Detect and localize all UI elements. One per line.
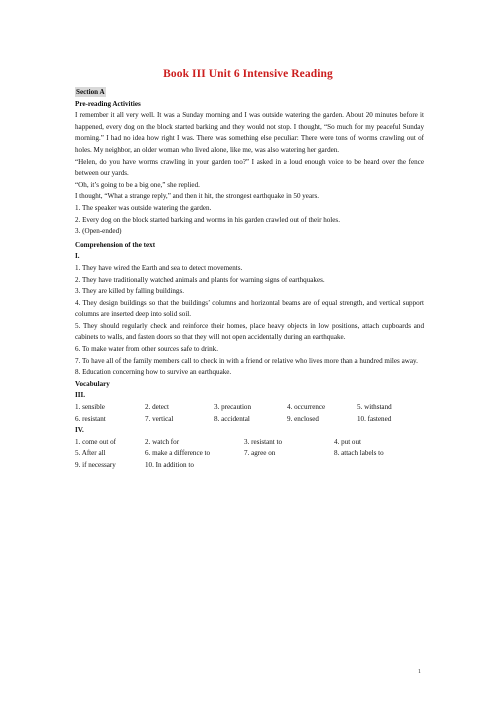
vocab-answer: 6. resistant: [75, 414, 106, 423]
comprehension-heading: Comprehension of the text: [75, 240, 156, 249]
comprehension-part-label: I.: [75, 252, 80, 261]
vocab-answer: 3. resistant to: [244, 437, 283, 446]
pre-reading-heading: Pre-reading Activities: [75, 99, 141, 108]
vocab-answer: 7. agree on: [244, 449, 276, 458]
pre-reading-paragraph: I remember it all very well. It was a Sunday morning and I was outside watering the garden. About 20 minutes before it happened, every dog on the block started barking and they would not stop. I thought, “So much for my peaceful Sunday morning.” I had no idea how right I was. There was something else peculiar: There were tons of worms crawling out of holes. My neighbor, an older woman who lived alone, like me, was also watering her garden.: [75, 111, 424, 154]
pre-reading-answer: 3. (Open-ended): [75, 227, 122, 236]
comprehension-item: 4. They design buildings so that the buildings’ columns and horizontal beams are of equal strength, and vertical support columns are inserted deep into solid soil.: [75, 298, 424, 319]
vocab-answer: 4. put out: [334, 437, 361, 446]
vocab-answer: 10. In addition to: [145, 461, 194, 469]
vocab-answer: 6. make a difference to: [145, 449, 211, 458]
comprehension-item: 1. They have wired the Earth and sea to detect movements.: [75, 263, 243, 272]
page-number: 1: [418, 669, 421, 675]
vocab-answer: 8. accidental: [214, 414, 250, 423]
vocab-answer: 3. precaution: [214, 403, 252, 412]
vocab-answer: 9. if necessary: [75, 461, 116, 469]
vocab-answer: 5. After all: [75, 449, 106, 458]
vocab-answer: 9. enclosed: [287, 414, 319, 423]
vocabulary-part4-grid: [75, 437, 424, 472]
section-label: Section A: [76, 88, 105, 96]
pre-reading-paragraph: “Oh, it’s going to be a big one,” she replied.: [75, 180, 200, 189]
comprehension-item: 6. To make water from other sources safe to drink.: [75, 345, 218, 354]
page-title: Book III Unit 6 Intensive Reading: [163, 68, 333, 80]
vocab-answer: 8. attach labels to: [334, 449, 384, 458]
comprehension-item: 7. To have all of the family members call to check in with a friend or relative who lives more than a hundred miles away.: [75, 356, 418, 365]
comprehension-item: 8. Education concerning how to survive an earthquake.: [75, 368, 232, 377]
vocabulary-part4-label: IV.: [75, 426, 84, 435]
vocab-answer: 2. detect: [145, 403, 170, 412]
comprehension-item: 2. They have traditionally watched animals and plants for warning signs of earthquakes.: [75, 275, 325, 284]
vocab-answer: 5. withstand: [357, 403, 392, 412]
pre-reading-paragraph: “Helen, do you have worms crawling in your garden too?” I asked in a loud enough voice to be heard over the fence between our yards.: [75, 157, 424, 178]
vocab-answer: 7. vertical: [145, 414, 174, 423]
vocab-answer: 1. come out of: [75, 437, 116, 446]
vocabulary-part3-grid: [75, 402, 424, 425]
comprehension-item: 5. They should regularly check and reinforce their homes, place heavy objects in low positions, attach cupboards and cabinets to walls, and fasten doors so that they will not open accidentally during an earthquake.: [75, 321, 424, 342]
pre-reading-paragraph: I thought, “What a strange reply,” and then it hit, the strongest earthquake in 50 years.: [75, 192, 319, 201]
document-body: [75, 87, 424, 472]
vocab-answer: 4. occurrence: [287, 403, 326, 412]
pre-reading-answer: 2. Every dog on the block started barking and worms in his garden crawled out of their holes.: [75, 215, 340, 224]
vocab-answer: 1. sensible: [75, 403, 105, 412]
pre-reading-answer: 1. The speaker was outside watering the garden.: [75, 203, 212, 212]
vocabulary-part3-label: III.: [75, 391, 86, 400]
vocab-answer: 2. watch for: [145, 437, 180, 446]
comprehension-item: 3. They are killed by falling buildings.: [75, 287, 185, 296]
vocabulary-heading: Vocabulary: [75, 379, 110, 388]
vocab-answer: 10. fastened: [357, 414, 392, 423]
